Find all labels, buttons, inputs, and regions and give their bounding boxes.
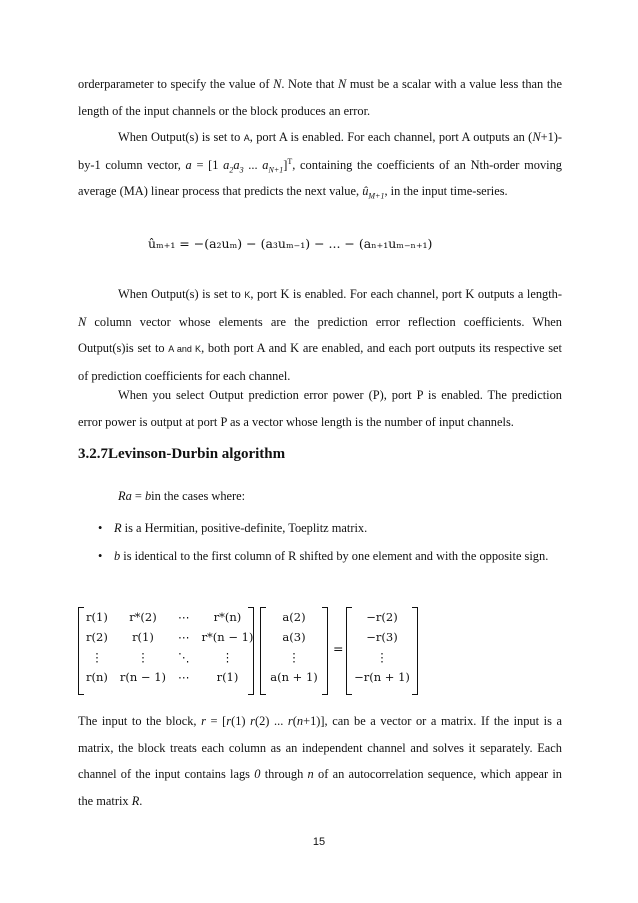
text: +1)-by-1 column vector,	[78, 130, 563, 172]
paragraph-prediction-error-power: When you select Output prediction error power (P), port P is enabled. The prediction error power is output at port P as a vector whose length is the number of input channels.	[78, 388, 562, 429]
matrix-cell: ⋮	[376, 650, 388, 664]
matrix-cell: −r(3)	[366, 630, 398, 644]
matrix-row	[80, 627, 259, 647]
bracket-right	[322, 607, 328, 695]
text: column vector whose elements are the prediction error reflection coefficients. When Output(s)is set to	[78, 314, 562, 355]
text: of an autocorrelation sequence, which appear in the matrix	[78, 767, 562, 808]
equation-ma-prediction: ûₘ₊₁ = −(a₂uₘ) − (a₃uₘ₋₁) − ... − (aₙ₊₁uₘ₋ₙ₊₁)	[148, 236, 433, 251]
var-a3: a	[233, 157, 240, 172]
var-N: N	[337, 77, 347, 91]
matrix-cell: r*(n)	[213, 610, 242, 624]
text: When Output(s) is set to	[118, 130, 244, 144]
matrix-cell: a(n + 1)	[270, 670, 318, 684]
matrix-cell: a(3)	[282, 630, 306, 644]
subscript: 2	[229, 164, 234, 174]
var-b: b	[114, 549, 121, 563]
text: . Note that	[281, 77, 338, 91]
bracket-left	[260, 607, 266, 695]
text: .	[139, 793, 143, 808]
var-u-hat: û	[362, 184, 369, 198]
var-n: n	[307, 767, 314, 781]
var-Ra: Ra	[118, 489, 132, 503]
matrix-row	[80, 667, 259, 687]
var-N: N	[273, 77, 282, 91]
paragraph-input-block	[78, 708, 562, 814]
text: , port K is enabled. For each channel, port K outputs a length-	[250, 287, 563, 301]
matrix-cell: r(2)	[86, 630, 108, 644]
text: =	[131, 489, 145, 503]
bullet-identical	[114, 543, 562, 570]
text: through	[260, 767, 308, 781]
subscript: N+1	[268, 164, 284, 174]
matrix-cell: −r(2)	[366, 610, 398, 624]
subscript: 3	[239, 164, 244, 174]
matrix-cell: a(2)	[282, 610, 306, 624]
matrix-R-table	[80, 607, 259, 687]
text: (2) ...	[254, 714, 288, 728]
section-heading: 3.2.7Levinson-Durbin algorithm	[78, 446, 286, 462]
subscript: M+1	[368, 191, 385, 201]
var-r: r	[226, 714, 232, 728]
matrix-cell: ⋮	[137, 650, 149, 664]
text: is identical to the first column of R shifted by one element and with the opposite sign.	[120, 549, 549, 563]
var-r: r	[201, 714, 206, 728]
text: orderparameter to specify the value of	[78, 77, 274, 91]
matrix-cell: ⋮	[91, 650, 103, 664]
var-R: R	[131, 793, 140, 808]
bracket-left	[346, 607, 352, 695]
matrix-R	[78, 607, 254, 693]
matrix-cell: ⋮	[221, 650, 234, 664]
var-R: R	[114, 521, 122, 535]
matrix-cell: −r(n + 1)	[354, 670, 410, 684]
equals-sign: =	[333, 641, 344, 656]
vector-b-table	[348, 607, 416, 687]
matrix-row	[80, 607, 259, 627]
text: is a Hermitian, positive-definite, Toeplitz matrix.	[121, 521, 368, 535]
matrix-cell: r*(n − 1)	[201, 630, 254, 644]
superscript-T: T	[287, 156, 293, 166]
matrix-cell: r(1)	[132, 630, 154, 644]
intro-line	[118, 483, 558, 510]
var-r: r	[287, 714, 293, 728]
page-number: 15	[312, 836, 326, 848]
matrix-cell: r(1)	[86, 610, 108, 624]
text: ...	[243, 157, 263, 172]
var-r: r	[250, 714, 255, 728]
text: , both port A and K are enabled, and each port outputs its respective set of prediction coefficients for each channel.	[78, 341, 562, 383]
var-a: a	[185, 157, 192, 172]
text: ]	[283, 157, 288, 172]
text: must be a scalar with a value less than the length of the input channels or the block produces an error.	[78, 77, 562, 118]
var-N: N	[78, 314, 87, 329]
text: The input to the block,	[78, 714, 202, 728]
vector-b	[346, 607, 418, 693]
text: , containing the coefficients of an Nth-order moving average (MA) linear process that predicts the next value,	[78, 157, 562, 198]
text: When Output(s) is set to	[118, 287, 245, 301]
bracket-right	[248, 607, 254, 695]
matrix-cell: ⋯	[178, 610, 190, 624]
matrix-row	[80, 647, 259, 667]
vector-a	[260, 607, 328, 693]
bullet-marker: •	[98, 521, 103, 535]
code-K: K	[244, 290, 251, 300]
matrix-cell: r(n)	[86, 670, 108, 684]
matrix-cell: ⋱	[178, 650, 190, 664]
text: (	[292, 714, 297, 728]
matrix-cell: ⋯	[178, 670, 190, 684]
matrix-cell: r(n − 1)	[119, 670, 167, 684]
matrix-cell: r*(2)	[129, 610, 157, 624]
text: = [1	[191, 157, 224, 172]
var-a2: a	[223, 157, 230, 172]
matrix-cell: ⋯	[178, 630, 190, 644]
text: +1)], can be a vector or a matrix. If the input is a matrix, the block treats each column as an independent channel and solves it separately. Each channel of the input contains lags	[78, 714, 563, 781]
var-0: 0	[254, 767, 261, 781]
text: (1)	[231, 714, 251, 728]
var-N: N	[532, 130, 541, 144]
var-b: b	[144, 489, 152, 503]
bullet-hermitian	[114, 515, 562, 542]
text: = [	[205, 714, 227, 728]
text: in the cases where:	[151, 489, 246, 503]
text: , in the input time-series.	[384, 184, 508, 198]
bracket-right	[412, 607, 418, 695]
text: , port A is enabled. For each channel, port A outputs an (	[249, 130, 533, 144]
matrix-cell: ⋮	[288, 650, 300, 664]
var-n: n	[296, 714, 304, 728]
matrix-cell: r(1)	[216, 670, 239, 684]
bullet-marker: •	[98, 549, 103, 563]
paragraph-output-A	[78, 124, 562, 205]
var-aN: a	[262, 157, 269, 172]
paragraph-order-parameter	[78, 71, 562, 124]
code-A-and-K: A and K	[168, 344, 202, 354]
code-A: A	[243, 133, 250, 143]
bracket-left	[78, 607, 84, 695]
paragraph-output-K	[78, 281, 562, 389]
vector-a-table	[264, 607, 324, 687]
